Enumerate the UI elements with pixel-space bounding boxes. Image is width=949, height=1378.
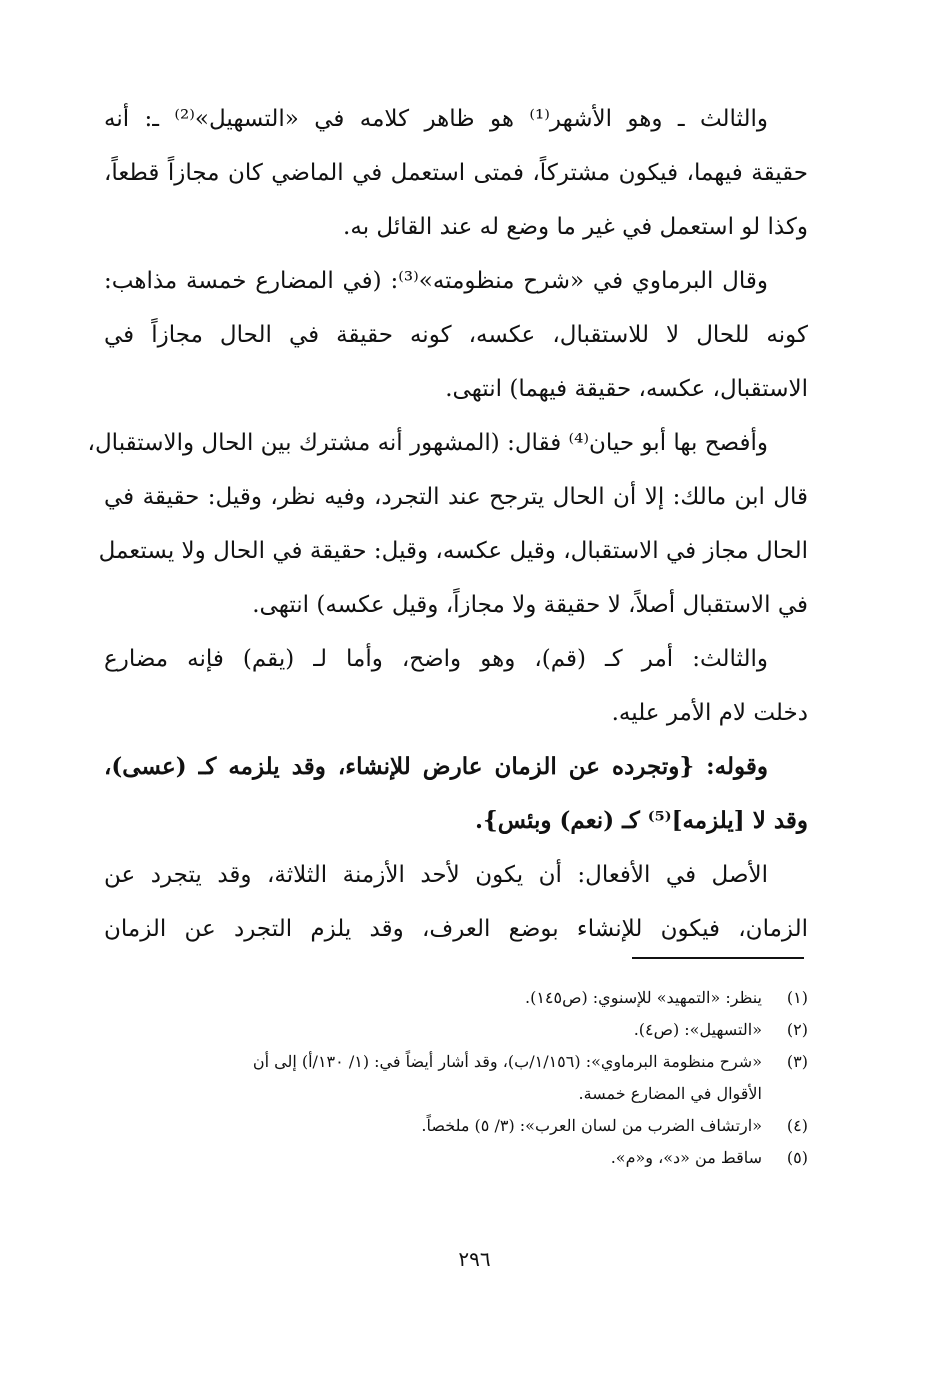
footnote-text: «شرح منظومة البرماوي»: (١/١٥٦/ب)، وقد أشار أيضاً في: (١/ ١٣٠/أ) إلى أن <box>252 1052 762 1071</box>
text-line: وكذا لو استعمل في غير ما وضع له عند القائل به. <box>343 214 808 240</box>
footnote <box>104 1142 808 1174</box>
footnote-text: «التسهيل»: (ص٤). <box>633 1020 762 1039</box>
text-line: والثالث: أمر كـ (قم)، وهو واضح، وأما لـ (يقم) فإنه مضارع <box>104 646 768 672</box>
footnote-text: «ارتشاف الضرب من لسان العرب»: (٣/ ٥) ملخصاً. <box>421 1116 762 1135</box>
footnote <box>104 1110 808 1142</box>
text-line: وقوله: {وتجرده عن الزمان عارض للإنشاء، وقد يلزمه كـ (عسى)، <box>104 753 768 780</box>
text-line: الأصل في الأفعال: أن يكون لأحد الأزمنة الثلاثة، وقد يتجرد عن <box>104 862 768 888</box>
text-line: الزمان، فيكون للإنشاء بوضع العرف، وقد يلزم التجرد عن الزمان <box>104 916 808 942</box>
text-line: في الاستقبال أصلاً، لا حقيقة ولا مجازاً، وقيل عكسه) انتهى. <box>252 592 808 618</box>
text-line: وقد لا [يلزمه]⁽⁵⁾ كـ (نعم) وبئس}. <box>474 807 808 834</box>
text-line: الحال مجاز في الاستقبال، وقيل عكسه، وقيل: حقيقة في الحال ولا يستعمل <box>98 538 808 564</box>
footnote <box>104 982 808 1014</box>
footnote-number: (٥) <box>786 1148 808 1167</box>
footnote-number: (٢) <box>786 1020 808 1039</box>
text-line: وأفصح بها أبو حيان⁽⁴⁾ فقال: (المشهور أنه مشترك بين الحال والاستقبال، <box>87 430 768 456</box>
footnote-number: (١) <box>786 988 808 1007</box>
footnote-text: ساقط من «د»، و«م». <box>610 1148 762 1167</box>
footnote <box>104 1046 808 1078</box>
page-number: ٢٩٦ <box>458 1247 491 1271</box>
footnote-continuation: الأقوال في المضارع خمسة. <box>578 1084 762 1103</box>
text-line: قال ابن مالك: إلا أن الحال يترجح عند التجرد، وفيه نظر، وقيل: حقيقة في <box>104 484 808 510</box>
main-text <box>87 92 808 956</box>
text-line: دخلت لام الأمر عليه. <box>611 700 808 726</box>
text-line: كونه للحال لا للاستقبال، عكسه، كونه حقيقة في الحال مجازاً في <box>104 322 808 348</box>
footnote-number: (٣) <box>786 1052 808 1071</box>
text-line: وقال البرماوي في «شرح منظومته»⁽³⁾: (في المضارع خمسة مذاهب: <box>104 268 768 294</box>
text-line: والثالث ـ وهو الأشهر⁽¹⁾ هو ظاهر كلامه في «التسهيل»⁽²⁾ ـ: أنه <box>104 106 768 132</box>
text-line: حقيقة فيهما، فيكون مشتركاً، فمتى استعمل في الماضي كان مجازاً قطعاً، <box>104 160 808 186</box>
footnote-text: ينظر: «التمهيد» للإسنوي: (ص١٤٥). <box>525 988 762 1007</box>
footnote <box>104 1014 808 1046</box>
footnote-number: (٤) <box>786 1116 808 1135</box>
text-line: الاستقبال، عكسه، حقيقة فيهما) انتهى. <box>445 376 808 402</box>
footnote-divider <box>632 957 804 959</box>
footnotes <box>104 982 808 1174</box>
